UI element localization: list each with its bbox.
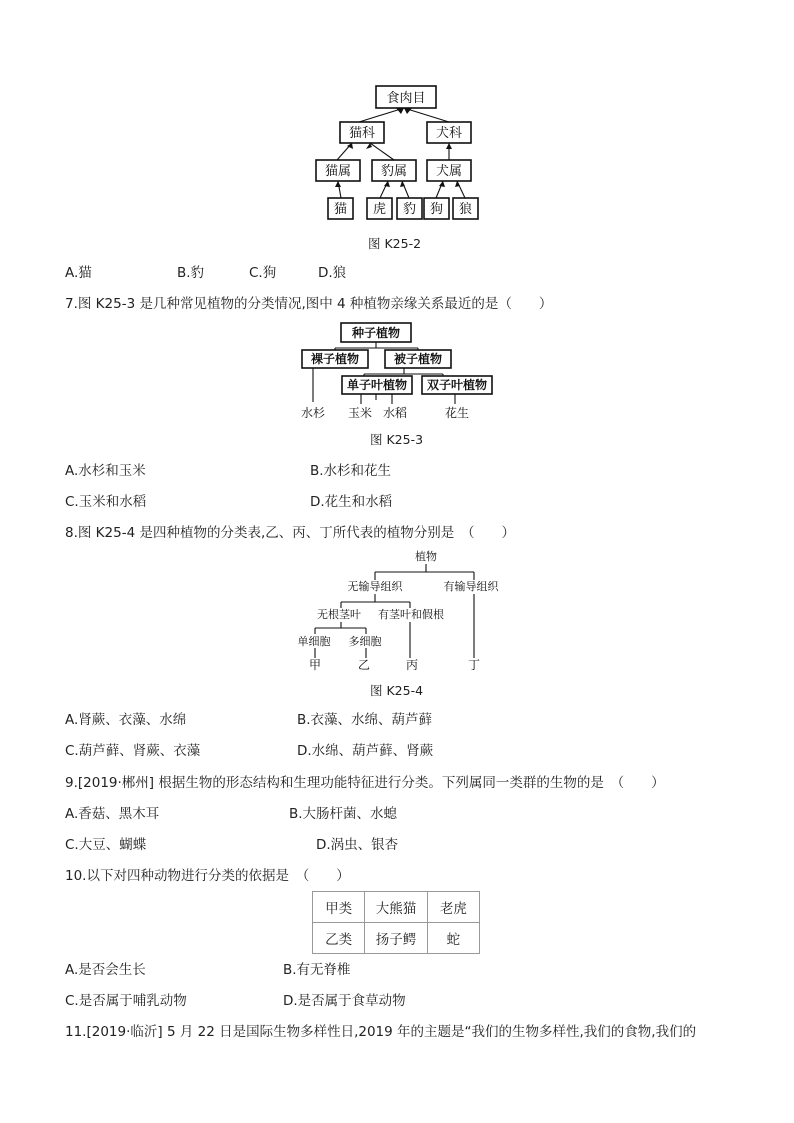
q10-classification-table: [312, 891, 480, 954]
q9-stem: 9.[2019·郴州] 根据生物的形态结构和生理功能特征进行分类。下列属同一类群的生物的是 （ ）: [65, 775, 665, 791]
node-gymnosperms-label: 裸子植物: [310, 352, 360, 366]
q10-option-b: B.有无脊椎: [283, 962, 351, 978]
node-unicellular-label: 单细胞: [297, 635, 331, 648]
table-cell: 乙类: [313, 923, 365, 954]
caption-k25-4: 图 K25-4: [370, 683, 424, 698]
caption-k25-2: 图 K25-2: [368, 236, 422, 251]
q11-stem: 11.[2019·临沂] 5 月 22 日是国际生物多样性日,2019 年的主题是“我们的生物多样性,我们的食物,我们的: [65, 1024, 697, 1040]
table-cell: 老虎: [427, 892, 479, 923]
node-genus-panthera-label: 豹属: [380, 164, 408, 179]
node-species-wolf-label: 狼: [458, 202, 473, 217]
table-cell: 扬子鳄: [365, 923, 427, 954]
q7-stem: 7.图 K25-3 是几种常见植物的分类情况,图中 4 种植物亲缘关系最近的是（ ）: [65, 296, 553, 312]
q8-stem: 8.图 K25-4 是四种植物的分类表,乙、丙、丁所代表的植物分别是 （ ）: [65, 525, 515, 541]
q7-option-d: D.花生和水稻: [310, 494, 393, 510]
node-no-root-stem-leaf-label: 无根茎叶: [317, 608, 361, 621]
q6-option-a: A.猫: [65, 265, 92, 281]
leaf-bing: 丙: [405, 658, 419, 672]
node-seed-plants-label: 种子植物: [351, 326, 401, 340]
leaf-ding: 丁: [467, 658, 481, 672]
table-row: [313, 892, 480, 923]
node-no-vascular-label: 无输导组织: [347, 580, 403, 593]
q9-option-d: D.涡虫、银杏: [316, 837, 399, 853]
leaf-jia: 甲: [308, 658, 322, 672]
node-angiosperms-label: 被子植物: [393, 352, 443, 366]
q7-option-b: B.水杉和花生: [310, 463, 392, 479]
node-monocots-label: 单子叶植物: [346, 378, 408, 392]
node-species-tiger-label: 虎: [372, 202, 387, 217]
q10-option-d: D.是否属于食草动物: [283, 993, 406, 1009]
node-root-label: 食肉目: [386, 91, 426, 106]
node-multicellular-label: 多细胞: [348, 635, 382, 648]
node-genus-canis-label: 犬属: [435, 164, 463, 179]
table-cell: 甲类: [313, 892, 365, 923]
leaf-peanut: 花生: [444, 406, 470, 420]
leaf-metasequoia: 水杉: [300, 406, 326, 420]
node-species-cat-label: 猫: [333, 202, 348, 217]
leaf-corn: 玉米: [347, 406, 373, 420]
q8-option-a: A.肾蕨、衣藻、水绵: [65, 712, 187, 728]
q9-option-a: A.香菇、黑木耳: [65, 806, 160, 822]
leaf-yi: 乙: [357, 658, 371, 672]
leaf-rice: 水稻: [382, 406, 408, 420]
table-row: [313, 923, 480, 954]
q8-option-c: C.葫芦藓、肾蕨、衣藻: [65, 743, 201, 759]
node-vascular-label: 有输导组织: [443, 580, 499, 593]
q9-option-b: B.大肠杆菌、水螅: [289, 806, 398, 822]
q7-option-c: C.玉米和水稻: [65, 494, 147, 510]
caption-k25-3: 图 K25-3: [370, 432, 424, 447]
table-cell: 大熊猫: [365, 892, 427, 923]
node-family-dog-label: 犬科: [435, 126, 463, 141]
q10-stem: 10.以下对四种动物进行分类的依据是 （ ）: [65, 868, 350, 884]
q10-option-c: C.是否属于哺乳动物: [65, 993, 187, 1009]
q6-option-d: D.狼: [318, 265, 347, 281]
table-cell: 蛇: [427, 923, 479, 954]
node-family-cat-label: 猫科: [348, 126, 376, 141]
q9-option-c: C.大豆、蝴蝶: [65, 837, 147, 853]
node-plants-label: 植物: [415, 550, 437, 563]
node-species-leopard-label: 豹: [402, 202, 417, 217]
q6-option-b: B.豹: [177, 265, 205, 281]
node-stem-leaf-rhizoid-label: 有茎叶和假根: [378, 608, 444, 621]
q10-option-a: A.是否会生长: [65, 962, 146, 978]
q8-option-b: B.衣藻、水绵、葫芦藓: [297, 712, 433, 728]
node-dicots-label: 双子叶植物: [426, 378, 488, 392]
q7-option-a: A.水杉和玉米: [65, 463, 146, 479]
node-genus-felis-label: 猫属: [324, 164, 352, 179]
q8-option-d: D.水绵、葫芦藓、肾蕨: [297, 743, 434, 759]
q6-option-c: C.狗: [249, 265, 277, 281]
node-species-dog-label: 狗: [429, 202, 444, 217]
